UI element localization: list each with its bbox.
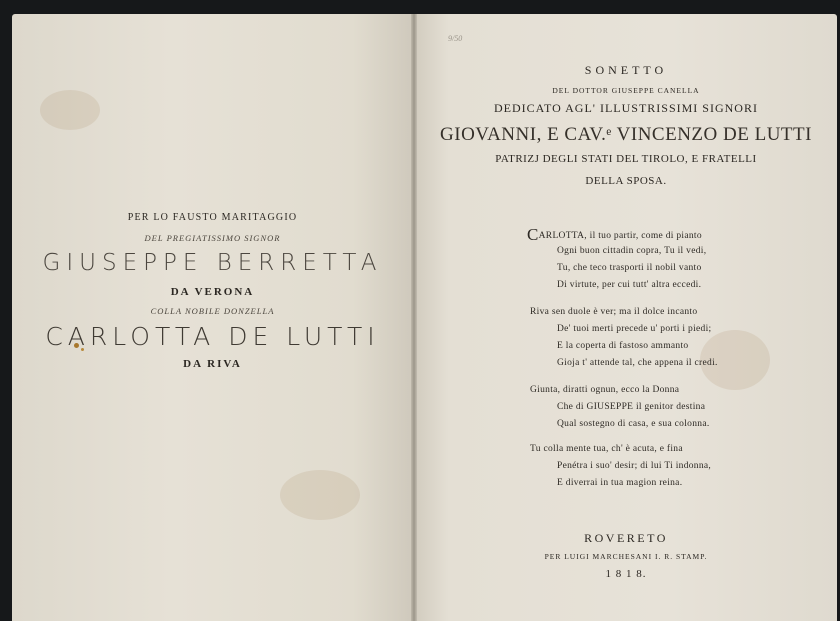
bride-title-line: COLLA NOBILE DONZELLA [150, 306, 275, 316]
poem-line: Tu colla mente tua, ch' è acuta, e fina [530, 444, 683, 454]
poem-line: Riva sen duole è ver; ma il dolce incanto [530, 307, 698, 317]
poem-line: Gioja t' attende tal, che appena il credi. [557, 358, 718, 368]
poem-line: Qual sostegno di casa, e sua colonna. [557, 419, 710, 429]
poem-line: E diverrai in tua magion reina. [557, 478, 683, 488]
dedication-line: DEDICATO AGL' ILLUSTRISSIMI SIGNORI [494, 101, 758, 115]
occasion-line: PER LO FAUSTO MARITAGGIO [127, 212, 298, 223]
bride-origin: DA RIVA [183, 358, 242, 370]
imprint-place: ROVERETO [584, 531, 668, 545]
sonnet-title: SONETTO [584, 63, 668, 77]
title-line: PATRIZJ DEGLI STATI DEL TIROLO, E FRATELLI [495, 153, 757, 165]
poem-line: E la coperta di fastoso ammanto [557, 341, 689, 351]
bride-name: CARLOTTA DE LUTTI [45, 322, 380, 351]
paper-foxing [280, 470, 360, 520]
poem-line: De' tuoi merti precede u' porti i piedi; [557, 324, 712, 334]
paper-foxing [40, 90, 100, 130]
poem-line-text: ARLOTTA, il tuo partir, come di pianto [538, 231, 702, 241]
imprint-year: 1 8 1 8. [605, 568, 647, 580]
margin-note: 9/50 [448, 34, 463, 43]
groom-title-line: DEL PREGIATISSIMO SIGNOR [144, 233, 281, 243]
poem-line [527, 226, 702, 243]
poem-line: Di virtute, per cui tutt' altra eccedi. [557, 280, 702, 290]
dedicatees-line: GIOVANNI, E CAV.ᵉ VINCENZO DE LUTTI [440, 124, 812, 145]
groom-origin: DA VERONA [170, 286, 255, 298]
relation-line: DELLA SPOSA. [585, 175, 667, 187]
poem-line: Che di GIUSEPPE il genitor destina [557, 402, 706, 412]
groom-name: GIUSEPPE BERRETTA [42, 250, 383, 276]
poem-line: Penétra i suo' desir; di lui Ti indonna, [557, 461, 712, 471]
drop-cap: C [527, 225, 539, 244]
poem-line: Giunta, diratti ognun, ecco la Donna [530, 385, 680, 395]
imprint-printer: PER LUIGI MARCHESANI I. R. STAMP. [544, 552, 708, 561]
author-line: DEL DOTTOR GIUSEPPE CANELLA [552, 86, 700, 95]
poem-line: Ogni buon cittadin copra, Tu il vedi, [557, 246, 707, 256]
poem-line: Tu, che teco trasporti il nobil vanto [557, 263, 702, 273]
